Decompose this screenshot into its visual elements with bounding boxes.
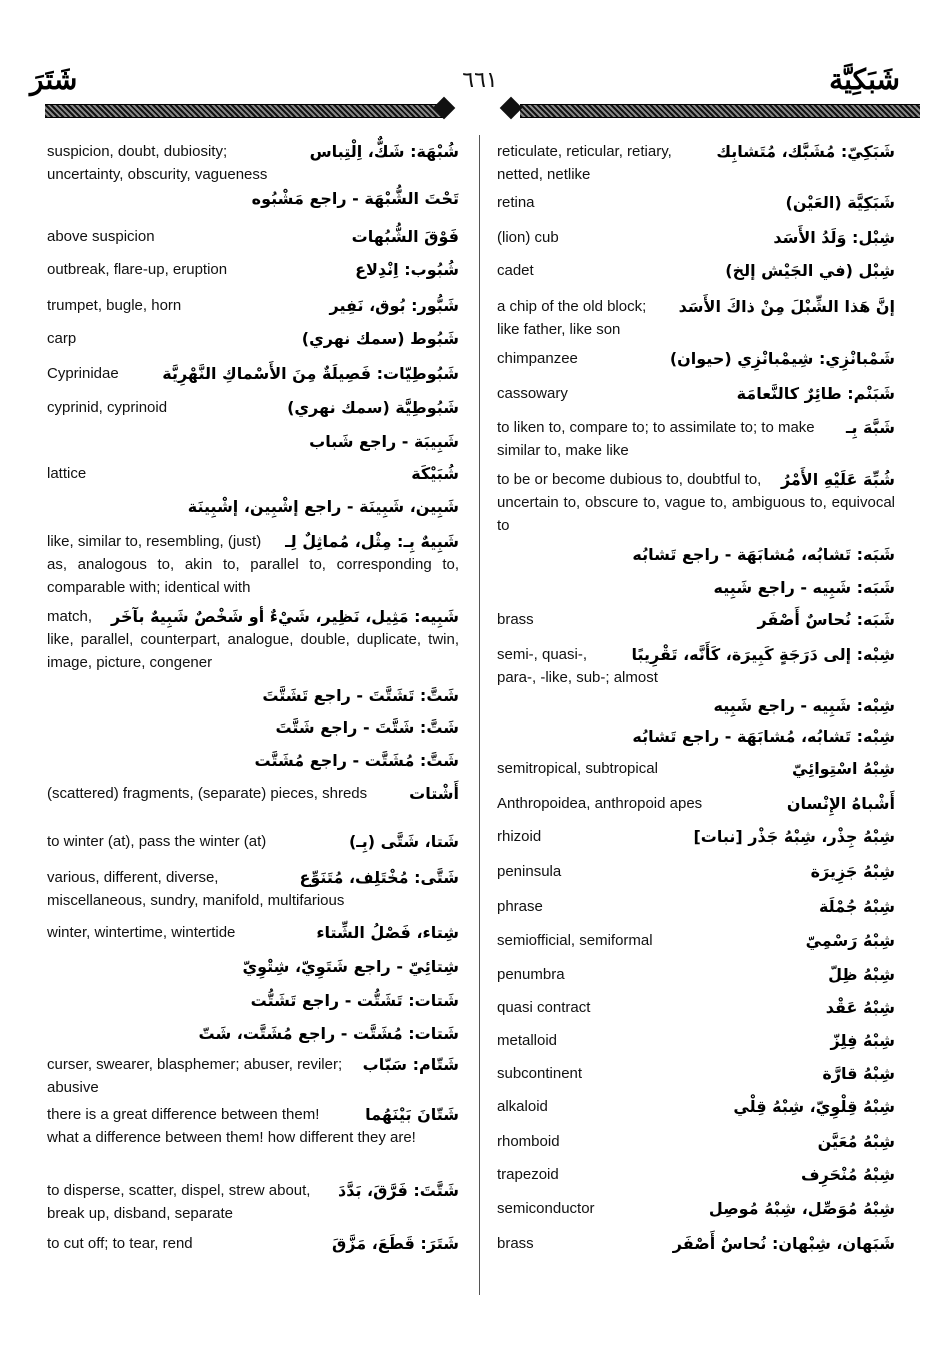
entry-arabic-headword: شِبْه: تَشابُه، مُشابَهَة - راجع تَشابُه — [632, 727, 895, 746]
entry-english-gloss: brass — [497, 611, 534, 628]
entry-arabic-headword: شِبْهُ فِلِزّ — [830, 1031, 895, 1050]
entry-arabic-headword: شَتَرَ: قَطَعَ، مَزَّقَ — [332, 1234, 459, 1253]
entry-english-gloss: alkaloid — [497, 1098, 548, 1115]
entry-arabic-headword: شِبْهُ مُنْحَرِف — [800, 1165, 895, 1184]
entry-arabic-headword: شِبْهُ جَزِيرَة — [810, 862, 895, 881]
header-diamond-ornament-right — [500, 97, 523, 120]
entry-arabic-headword: شُبَيْكَة — [411, 464, 459, 483]
entry-arabic-headword: شَتَّتَ: فَرَّقَ، بَدَّدَ — [337, 1181, 459, 1200]
entry-arabic-headword: شَبَكِيَّة (العَيْن) — [785, 193, 895, 212]
entry-english-gloss: lattice — [47, 465, 87, 482]
header-ornament-band-right — [520, 104, 920, 118]
entry-english-gloss: like, similar to, resembling, (just) as, analogous to, akin to, parallel to, corresponding to, comparable with; identical with — [47, 533, 459, 596]
entry-arabic-headword: شِبْهُ قارَّة — [822, 1064, 895, 1083]
entry-english-gloss: (scattered) fragments, (separate) pieces, shreds — [47, 785, 368, 802]
entry-arabic-headword: شِبْهُ رَسْمِيّ — [805, 931, 895, 950]
entry-english-gloss: cyprinid, cyprinoid — [47, 399, 168, 416]
entry-arabic-headword: شِبْل (في الجَيْش إلخ) — [725, 261, 895, 280]
entry-arabic-headword: شَبَهان، شِبْهان: نُحاسٌ أَصْفَر — [672, 1234, 895, 1253]
entry-arabic-headword: شِبْهُ اسْتِوائِيّ — [792, 759, 895, 778]
entry-arabic-headword: شَتَّ: تَشَتَّتَ - راجع تَشَتَّتَ — [262, 686, 459, 705]
entry-english-gloss: to disperse, scatter, dispel, strew about, break up, disband, separate — [47, 1182, 311, 1222]
entry-english-gloss: Anthropoidea, anthropoid apes — [497, 795, 703, 812]
entry-arabic-headword: شِبْهُ جُمْلَة — [818, 897, 895, 916]
entry-arabic-headword: أَشْباهُ الإِنْسان — [786, 794, 895, 813]
entry-arabic-headword: فَوْقَ الشُّبُهات — [351, 227, 459, 246]
header-left-guide-word: شَتَرَ — [30, 63, 78, 96]
entry-english-gloss: there is a great difference between them! what a difference between them! how different they are! — [47, 1106, 416, 1146]
entry-english-gloss: penumbra — [497, 966, 565, 983]
entry-english-gloss: above suspicion — [47, 228, 155, 245]
entry-arabic-headword: شَبَّهَ بِـ — [845, 418, 895, 437]
entry-arabic-headword: إنَّ هَذا الشِّبْلَ مِنْ ذاكَ الأَسَد — [678, 297, 895, 316]
entry-english-gloss: rhizoid — [497, 828, 542, 845]
entry-english-gloss: winter, wintertime, wintertide — [47, 924, 236, 941]
entry-english-gloss: (lion) cub — [497, 229, 559, 246]
entry-arabic-headword: شِبْه: شَبِيه - راجع شَبِيه — [713, 696, 895, 715]
entry-english-gloss: chimpanzee — [497, 350, 578, 367]
entry-english-gloss: metalloid — [497, 1032, 558, 1049]
entry-english-gloss: cadet — [497, 262, 534, 279]
entry-arabic-headword: شِتاء، فَصْلُ الشِّتاء — [316, 923, 459, 942]
entry-english-gloss: peninsula — [497, 863, 562, 880]
column-divider — [479, 135, 480, 1295]
entry-english-gloss: trumpet, bugle, horn — [47, 297, 182, 314]
entry-arabic-headword: شَبُوطِيّات: فَصِيلَةٌ مِنَ الأَسْماكِ النَّهْرِيَّة — [162, 364, 459, 383]
entry-english-gloss: semitropical, subtropical — [497, 760, 658, 777]
entry-english-gloss: cassowary — [497, 385, 568, 402]
entry-english-gloss: Cyprinidae — [47, 365, 119, 382]
entry-english-gloss: trapezoid — [497, 1166, 559, 1183]
entry-arabic-headword: شُبِّهَ عَلَيْهِ الأَمْرُ — [780, 470, 895, 489]
entry-english-gloss: semi-, quasi-, para-, -like, sub-; almost — [497, 646, 658, 686]
entry-arabic-headword: شِبْهُ عَقْد — [825, 998, 895, 1017]
entry-arabic-headword: شَبُوطِيَّة (سمك نهري) — [287, 398, 459, 417]
entry-arabic-headword: شِبْهُ ظِلّ — [828, 965, 895, 984]
entry-arabic-headword: شُبُوب: اِنْدِلاع — [355, 260, 459, 279]
entry-arabic-headword: شَتا، شَتَّى (بِـ) — [348, 832, 459, 851]
entry-arabic-headword: شَبِيه: مَثِيل، نَظِير، شَيْءٌ أو شَخْصٌ شَبِيهٌ بآخَر — [111, 607, 459, 626]
entry-arabic-headword: شِبْل: وَلَدُ الأَسَد — [773, 228, 895, 247]
entry-english-gloss: quasi contract — [497, 999, 591, 1016]
entry-arabic-headword: شِبْهُ مُعَيَّن — [817, 1132, 895, 1151]
entry-arabic-headword: شَبِين، شَبِينَة - راجع إشْبِين، إشْبِينَة — [187, 497, 459, 516]
entry-arabic-headword: شَبِيهٌ بِـ: مِثْل، مُماثِلٌ لِـ — [285, 532, 459, 551]
entry-english-gloss: to cut off; to tear, rend — [47, 1235, 193, 1252]
entry-arabic-headword: شِبْهُ مُوَصِّل، شِبْهُ مُوصِل — [708, 1199, 895, 1218]
entry-arabic-headword: شَتَّ: شَتَّتَ - راجع شَتَّتَ — [275, 718, 459, 737]
entry-english-gloss: various, different, diverse, miscellaneous, sundry, manifold, multifarious — [47, 869, 345, 909]
entry-english-gloss: suspicion, doubt, dubiosity; uncertainty, obscurity, vagueness — [47, 143, 268, 183]
entry-english-gloss: carp — [47, 330, 77, 347]
entry-english-gloss: rhomboid — [497, 1133, 560, 1150]
entry-english-gloss: phrase — [497, 898, 543, 915]
entry-arabic-headword: شَبُوط (سمك نهري) — [301, 329, 459, 348]
entry-english-gloss: retina — [497, 194, 535, 211]
entry-arabic-headword: شَتَّ: مُشَتَّت - راجع مُشَتَّت — [254, 751, 459, 770]
entry-arabic-headword: شَتَّى: مُخْتَلِف، مُتَنَوِّع — [299, 868, 459, 887]
entry-english-gloss: brass — [497, 1235, 534, 1252]
entry-english-gloss: curser, swearer, blasphemer; abuser, reviler; abusive — [47, 1056, 343, 1096]
entry-arabic-headword: شَتّانَ بَيْنَهُما — [365, 1105, 459, 1124]
entry-english-gloss: a chip of the old block; like father, like son — [497, 298, 647, 338]
entry-arabic-headword: شَبَه: نُحاسٌ أَصْفَر — [757, 610, 895, 629]
entry-arabic-headword: شَبَكِيّ: مُشَبَّك، مُتَشابِك — [716, 142, 895, 161]
entry-arabic-headword: شَتّام: سَبّاب — [362, 1055, 459, 1074]
entry-arabic-headword: شُبْهَة: شَكٌّ، اِلْتِباس — [309, 142, 459, 161]
entry-english-gloss: outbreak, flare-up, eruption — [47, 261, 228, 278]
entry-arabic-headword: أَشْتات — [409, 784, 459, 803]
entry-arabic-headword: شِبْهُ قِلْوِيّ، شِبْهُ قِلْي — [733, 1097, 895, 1116]
entry-arabic-headword: شَبَه: شَبِيه - راجع شَبِيه — [713, 578, 895, 597]
entry-arabic-headword: تَحْتَ الشُّبْهَة - راجع مَشْبُوه — [251, 189, 459, 208]
entry-arabic-headword: شَبِيبَة - راجع شَباب — [309, 432, 459, 451]
entry-english-gloss: reticulate, reticular, retiary, netted, netlike — [497, 143, 672, 183]
entry-arabic-headword: شَبَنْم: طائِرٌ كالنَّعامَة — [736, 384, 895, 403]
entry-arabic-headword: شَتات: مُشَتَّت - راجع مُشَتَّت، شَتّ — [198, 1024, 459, 1043]
header-right-guide-word: شَبَكِيَّة — [829, 63, 900, 96]
entry-english-gloss: match, like, parallel, counterpart, analogue, double, duplicate, twin, image, picture, congener — [47, 608, 459, 671]
entry-arabic-headword: شِبْهُ جِذْر، شِبْهُ جَذْر [نبات] — [693, 827, 895, 846]
entry-english-gloss: to liken to, compare to; to assimilate to; to make similar to, make like — [497, 419, 815, 459]
entry-english-gloss: to be or become dubious to, doubtful to, uncertain to, obscure to, vague to, ambiguous to, equivocal to — [497, 471, 895, 534]
header-ornament-band-left — [45, 104, 445, 118]
entry-arabic-headword: شَبُّور: بُوق، نَفِير — [329, 296, 459, 315]
entry-arabic-headword: شَبَه: تَشابُه، مُشابَهَة - راجع تَشابُه — [632, 545, 895, 564]
entry-english-gloss: to winter (at), pass the winter (at) — [47, 833, 267, 850]
entry-english-gloss: subcontinent — [497, 1065, 583, 1082]
entry-english-gloss: semiconductor — [497, 1200, 595, 1217]
page-number: ٦٦١ — [462, 68, 498, 93]
entry-arabic-headword: شِبْه: إلى دَرَجَةٍ كَبِيرَة، كَأَنَّه، تَقْرِيبًا — [631, 645, 895, 664]
entry-arabic-headword: شَتات: تَشَتُّت - راجع تَشَتُّت — [250, 991, 459, 1010]
entry-english-gloss: semiofficial, semiformal — [497, 932, 653, 949]
entry-arabic-headword: شِتائِيّ - راجع شَتَوِيّ، شِتْوِيّ — [242, 957, 459, 976]
entry-arabic-headword: شَمْبانْزِي: شِيمْبانْزِي (حيوان) — [669, 349, 895, 368]
